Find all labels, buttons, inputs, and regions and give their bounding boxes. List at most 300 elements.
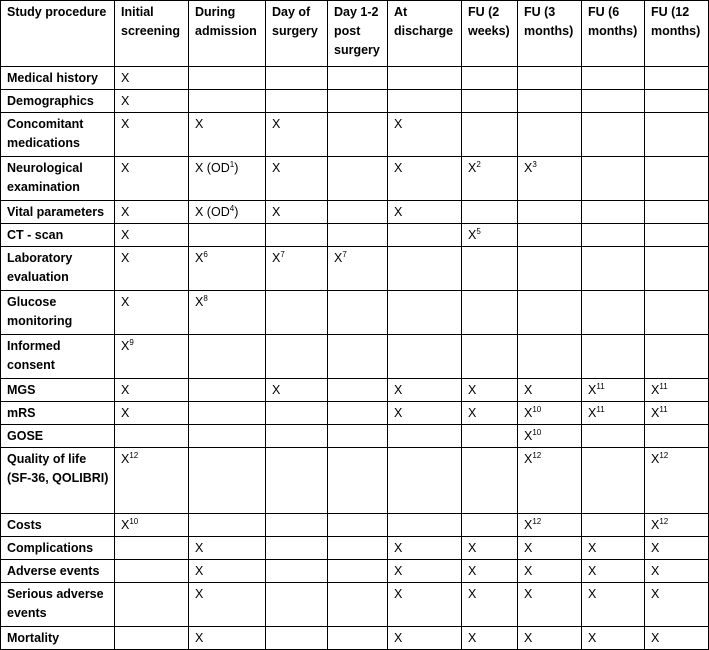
cell-mark: X — [524, 587, 533, 601]
cell-mark: X — [121, 518, 130, 532]
cell-suffix: ) — [234, 205, 239, 219]
cell-mark: X — [121, 339, 130, 353]
table-row — [1, 157, 709, 201]
table-row — [1, 291, 709, 335]
cell-mark: X — [195, 541, 204, 555]
cell-mark: X — [272, 161, 281, 175]
cell-mark: X — [394, 205, 403, 219]
table-cell — [645, 113, 709, 157]
table-cell — [582, 560, 645, 583]
footnote-ref: 10 — [532, 405, 542, 414]
table-cell — [388, 247, 462, 291]
table-row — [1, 201, 709, 224]
table-cell — [645, 67, 709, 90]
table-cell — [462, 335, 518, 379]
table-cell — [388, 90, 462, 113]
table-cell — [266, 157, 328, 201]
table-cell — [189, 402, 266, 425]
cell-mark: X — [524, 383, 533, 397]
table-cell — [462, 425, 518, 448]
procedure-label: Informed consent — [1, 335, 115, 379]
cell-mark: X — [394, 383, 403, 397]
table-cell — [462, 402, 518, 425]
header-during-admission: During admission — [189, 1, 266, 67]
table-cell — [518, 157, 582, 201]
table-cell — [645, 379, 709, 402]
cell-mark: X — [121, 94, 130, 108]
table-cell — [328, 335, 388, 379]
table-cell — [582, 90, 645, 113]
table-cell — [582, 448, 645, 514]
cell-mark: X — [651, 383, 660, 397]
footnote-ref: 11 — [596, 405, 605, 414]
table-cell — [582, 291, 645, 335]
footnote-ref: 10 — [532, 428, 542, 437]
table-cell — [582, 247, 645, 291]
table-cell — [462, 583, 518, 627]
table-cell — [189, 537, 266, 560]
cell-mark: X — [651, 587, 660, 601]
footnote-ref: 11 — [659, 405, 668, 414]
cell-mark: X — [394, 564, 403, 578]
cell-mark: X — [588, 406, 597, 420]
table-cell — [645, 157, 709, 201]
header-fu-12-months: FU (12 months) — [645, 1, 709, 67]
table-cell — [328, 291, 388, 335]
header-at-discharge: At discharge — [388, 1, 462, 67]
table-cell — [388, 379, 462, 402]
table-row — [1, 335, 709, 379]
table-cell — [462, 291, 518, 335]
table-row — [1, 560, 709, 583]
cell-mark: X — [651, 518, 660, 532]
table-cell — [189, 224, 266, 247]
table-row — [1, 90, 709, 113]
table-row — [1, 247, 709, 291]
table-cell — [518, 224, 582, 247]
table-cell — [189, 425, 266, 448]
table-row — [1, 402, 709, 425]
table-cell — [266, 448, 328, 514]
cell-mark: X — [524, 564, 533, 578]
footnote-ref: 11 — [659, 382, 668, 391]
cell-mark: X — [394, 161, 403, 175]
table-cell — [518, 537, 582, 560]
procedure-label: Adverse events — [1, 560, 115, 583]
table-cell — [115, 379, 189, 402]
table-cell — [266, 224, 328, 247]
footnote-ref: 2 — [476, 160, 481, 169]
footnote-ref: 12 — [532, 451, 542, 460]
procedure-label: Laboratory evaluation — [1, 247, 115, 291]
table-cell — [518, 560, 582, 583]
table-cell — [645, 224, 709, 247]
cell-mark: X — [651, 406, 660, 420]
table-cell — [189, 514, 266, 537]
footnote-ref: 12 — [659, 451, 669, 460]
table-cell — [582, 335, 645, 379]
table-row — [1, 537, 709, 560]
table-cell — [328, 224, 388, 247]
table-cell — [266, 113, 328, 157]
table-cell — [189, 90, 266, 113]
table-cell — [328, 379, 388, 402]
cell-mark: X (OD — [195, 161, 230, 175]
table-cell — [115, 90, 189, 113]
table-cell — [582, 583, 645, 627]
table-cell — [115, 224, 189, 247]
table-cell — [388, 425, 462, 448]
table-cell — [388, 514, 462, 537]
table-cell — [582, 113, 645, 157]
table-cell — [645, 560, 709, 583]
table-cell — [328, 201, 388, 224]
footnote-ref: 5 — [476, 227, 481, 236]
table-cell — [388, 201, 462, 224]
table-row — [1, 425, 709, 448]
header-initial-screening: Initial screening — [115, 1, 189, 67]
cell-mark: X — [121, 117, 130, 131]
table-cell — [266, 514, 328, 537]
table-cell — [582, 402, 645, 425]
procedure-label: Medical history — [1, 67, 115, 90]
table-cell — [388, 537, 462, 560]
cell-mark: X — [468, 587, 477, 601]
table-cell — [388, 335, 462, 379]
table-cell — [388, 67, 462, 90]
table-row — [1, 583, 709, 627]
table-cell — [582, 627, 645, 650]
procedure-label: Concomitant medications — [1, 113, 115, 157]
footnote-ref: 9 — [129, 338, 134, 347]
procedure-label: mRS — [1, 402, 115, 425]
table-cell — [115, 157, 189, 201]
table-cell — [645, 425, 709, 448]
table-cell — [518, 90, 582, 113]
footnote-ref: 12 — [129, 451, 139, 460]
cell-mark: X — [121, 205, 130, 219]
cell-mark: X — [195, 587, 204, 601]
table-cell — [115, 627, 189, 650]
table-cell — [388, 560, 462, 583]
cell-mark: X — [334, 251, 343, 265]
table-cell — [115, 537, 189, 560]
table-cell — [328, 113, 388, 157]
header-fu-6-months: FU (6 months) — [582, 1, 645, 67]
header-study-procedure: Study procedure — [1, 1, 115, 67]
procedure-label: MGS — [1, 379, 115, 402]
table-cell — [518, 448, 582, 514]
table-row — [1, 113, 709, 157]
header-row — [1, 1, 709, 67]
table-row — [1, 67, 709, 90]
header-day-1-2-post-surgery: Day 1-2 post surgery — [328, 1, 388, 67]
table-cell — [462, 514, 518, 537]
procedure-label: Costs — [1, 514, 115, 537]
table-cell — [645, 402, 709, 425]
footnote-ref: 8 — [203, 294, 208, 303]
footnote-ref: 7 — [280, 250, 285, 259]
table-cell — [328, 402, 388, 425]
cell-mark: X — [195, 295, 204, 309]
cell-mark: X — [195, 631, 204, 645]
table-cell — [266, 247, 328, 291]
table-cell — [518, 201, 582, 224]
cell-mark: X — [651, 564, 660, 578]
table-cell — [328, 425, 388, 448]
procedure-label: Complications — [1, 537, 115, 560]
procedure-label: Demographics — [1, 90, 115, 113]
table-cell — [115, 247, 189, 291]
cell-mark: X — [195, 251, 204, 265]
table-cell — [462, 379, 518, 402]
table-cell — [115, 514, 189, 537]
cell-mark: X — [651, 541, 660, 555]
table-cell — [115, 402, 189, 425]
table-cell — [266, 537, 328, 560]
cell-mark: X — [272, 205, 281, 219]
cell-mark: X — [468, 406, 477, 420]
procedure-label: Quality of life (SF-36, QOLIBRI) — [1, 448, 115, 514]
table-cell — [462, 448, 518, 514]
table-cell — [518, 291, 582, 335]
table-cell — [266, 291, 328, 335]
cell-mark: X — [468, 541, 477, 555]
table-cell — [115, 583, 189, 627]
cell-mark: X — [524, 518, 533, 532]
table-cell — [462, 113, 518, 157]
cell-mark: X — [121, 452, 130, 466]
cell-mark: X — [588, 587, 597, 601]
procedure-label: Vital parameters — [1, 201, 115, 224]
procedure-label: Serious adverse events — [1, 583, 115, 627]
table-cell — [388, 627, 462, 650]
table-cell — [582, 379, 645, 402]
table-cell — [328, 583, 388, 627]
table-cell — [388, 224, 462, 247]
cell-mark: X — [272, 383, 281, 397]
table-cell — [388, 402, 462, 425]
table-cell — [189, 448, 266, 514]
procedure-label: Glucose monitoring — [1, 291, 115, 335]
table-cell — [582, 224, 645, 247]
footnote-ref: 6 — [203, 250, 208, 259]
table-cell — [645, 90, 709, 113]
table-row — [1, 379, 709, 402]
table-cell — [115, 201, 189, 224]
table-cell — [189, 247, 266, 291]
table-cell — [328, 67, 388, 90]
cell-mark: X — [195, 564, 204, 578]
cell-mark: X — [651, 452, 660, 466]
table-cell — [388, 448, 462, 514]
table-cell — [328, 448, 388, 514]
table-cell — [518, 335, 582, 379]
table-cell — [328, 627, 388, 650]
cell-mark: X — [121, 295, 130, 309]
table-cell — [645, 537, 709, 560]
table-row — [1, 448, 709, 514]
table-cell — [189, 379, 266, 402]
table-row — [1, 514, 709, 537]
cell-mark: X — [121, 71, 130, 85]
table-cell — [645, 583, 709, 627]
table-cell — [582, 425, 645, 448]
table-cell — [462, 627, 518, 650]
table-cell — [582, 201, 645, 224]
table-cell — [388, 113, 462, 157]
table-cell — [115, 425, 189, 448]
table-cell — [462, 537, 518, 560]
cell-suffix: ) — [234, 161, 239, 175]
table-cell — [645, 448, 709, 514]
table-cell — [115, 67, 189, 90]
table-cell — [189, 67, 266, 90]
header-fu-2-weeks: FU (2 weeks) — [462, 1, 518, 67]
table-cell — [266, 560, 328, 583]
cell-mark: X — [468, 161, 477, 175]
cell-mark: X — [394, 587, 403, 601]
table-cell — [189, 560, 266, 583]
table-cell — [388, 583, 462, 627]
table-cell — [328, 90, 388, 113]
footnote-ref: 10 — [129, 517, 139, 526]
table-cell — [266, 201, 328, 224]
table-cell — [582, 514, 645, 537]
cell-mark: X — [394, 117, 403, 131]
cell-mark: X — [468, 383, 477, 397]
table-cell — [266, 335, 328, 379]
cell-mark: X — [195, 117, 204, 131]
table-cell — [189, 113, 266, 157]
table-cell — [115, 113, 189, 157]
footnote-ref: 7 — [342, 250, 347, 259]
cell-mark: X — [121, 383, 130, 397]
footnote-ref: 11 — [596, 382, 605, 391]
procedure-label: Neurological examination — [1, 157, 115, 201]
table-cell — [328, 157, 388, 201]
cell-mark: X — [588, 541, 597, 555]
cell-mark: X — [588, 383, 597, 397]
cell-mark: X — [394, 541, 403, 555]
footnote-ref: 1 — [229, 160, 235, 169]
table-cell — [645, 335, 709, 379]
cell-mark: X — [394, 406, 403, 420]
table-cell — [518, 379, 582, 402]
cell-mark: X — [588, 564, 597, 578]
table-cell — [645, 247, 709, 291]
cell-mark: X — [121, 228, 130, 242]
table-cell — [115, 291, 189, 335]
table-cell — [582, 537, 645, 560]
cell-mark: X — [588, 631, 597, 645]
table-cell — [328, 247, 388, 291]
cell-mark: X — [524, 541, 533, 555]
cell-mark: X — [651, 631, 660, 645]
footnote-ref: 12 — [532, 517, 542, 526]
table-row — [1, 627, 709, 650]
table-cell — [266, 627, 328, 650]
cell-mark: X — [468, 564, 477, 578]
cell-mark: X — [468, 228, 477, 242]
table-cell — [189, 157, 266, 201]
footnote-ref: 12 — [659, 517, 669, 526]
table-cell — [518, 583, 582, 627]
cell-mark: X — [121, 406, 130, 420]
table-cell — [582, 157, 645, 201]
table-cell — [462, 90, 518, 113]
table-cell — [115, 560, 189, 583]
table-cell — [518, 425, 582, 448]
table-cell — [388, 291, 462, 335]
table-cell — [582, 67, 645, 90]
cell-mark: X — [394, 631, 403, 645]
cell-mark: X — [524, 631, 533, 645]
cell-mark: X — [272, 117, 281, 131]
table-cell — [189, 583, 266, 627]
cell-mark: X — [121, 161, 130, 175]
table-cell — [189, 201, 266, 224]
footnote-ref: 3 — [532, 160, 537, 169]
table-cell — [518, 247, 582, 291]
cell-mark: X — [121, 251, 130, 265]
procedure-label: CT - scan — [1, 224, 115, 247]
table-cell — [518, 514, 582, 537]
cell-mark: X (OD — [195, 205, 230, 219]
table-cell — [462, 201, 518, 224]
cell-mark: X — [524, 161, 533, 175]
table-cell — [645, 201, 709, 224]
table-cell — [266, 67, 328, 90]
procedure-label: Mortality — [1, 627, 115, 650]
table-cell — [266, 90, 328, 113]
table-row — [1, 224, 709, 247]
cell-mark: X — [524, 429, 533, 443]
footnote-ref: 4 — [229, 204, 235, 213]
table-cell — [328, 537, 388, 560]
table-cell — [266, 379, 328, 402]
table-cell — [328, 514, 388, 537]
table-cell — [645, 291, 709, 335]
table-cell — [518, 113, 582, 157]
cell-mark: X — [524, 406, 533, 420]
table-cell — [645, 514, 709, 537]
procedure-label: GOSE — [1, 425, 115, 448]
table-cell — [462, 67, 518, 90]
table-cell — [115, 448, 189, 514]
cell-mark: X — [468, 631, 477, 645]
table-cell — [462, 224, 518, 247]
header-day-of-surgery: Day of surgery — [266, 1, 328, 67]
cell-mark: X — [524, 452, 533, 466]
table-cell — [518, 67, 582, 90]
table-cell — [189, 291, 266, 335]
table-cell — [266, 425, 328, 448]
table-cell — [462, 157, 518, 201]
table-cell — [266, 583, 328, 627]
table-body — [1, 67, 709, 650]
table-cell — [189, 627, 266, 650]
table-cell — [388, 157, 462, 201]
header-fu-3-months: FU (3 months) — [518, 1, 582, 67]
table-cell — [518, 627, 582, 650]
table-cell — [462, 247, 518, 291]
table-cell — [645, 627, 709, 650]
table-cell — [189, 335, 266, 379]
table-cell — [462, 560, 518, 583]
table-cell — [266, 402, 328, 425]
table-cell — [518, 402, 582, 425]
